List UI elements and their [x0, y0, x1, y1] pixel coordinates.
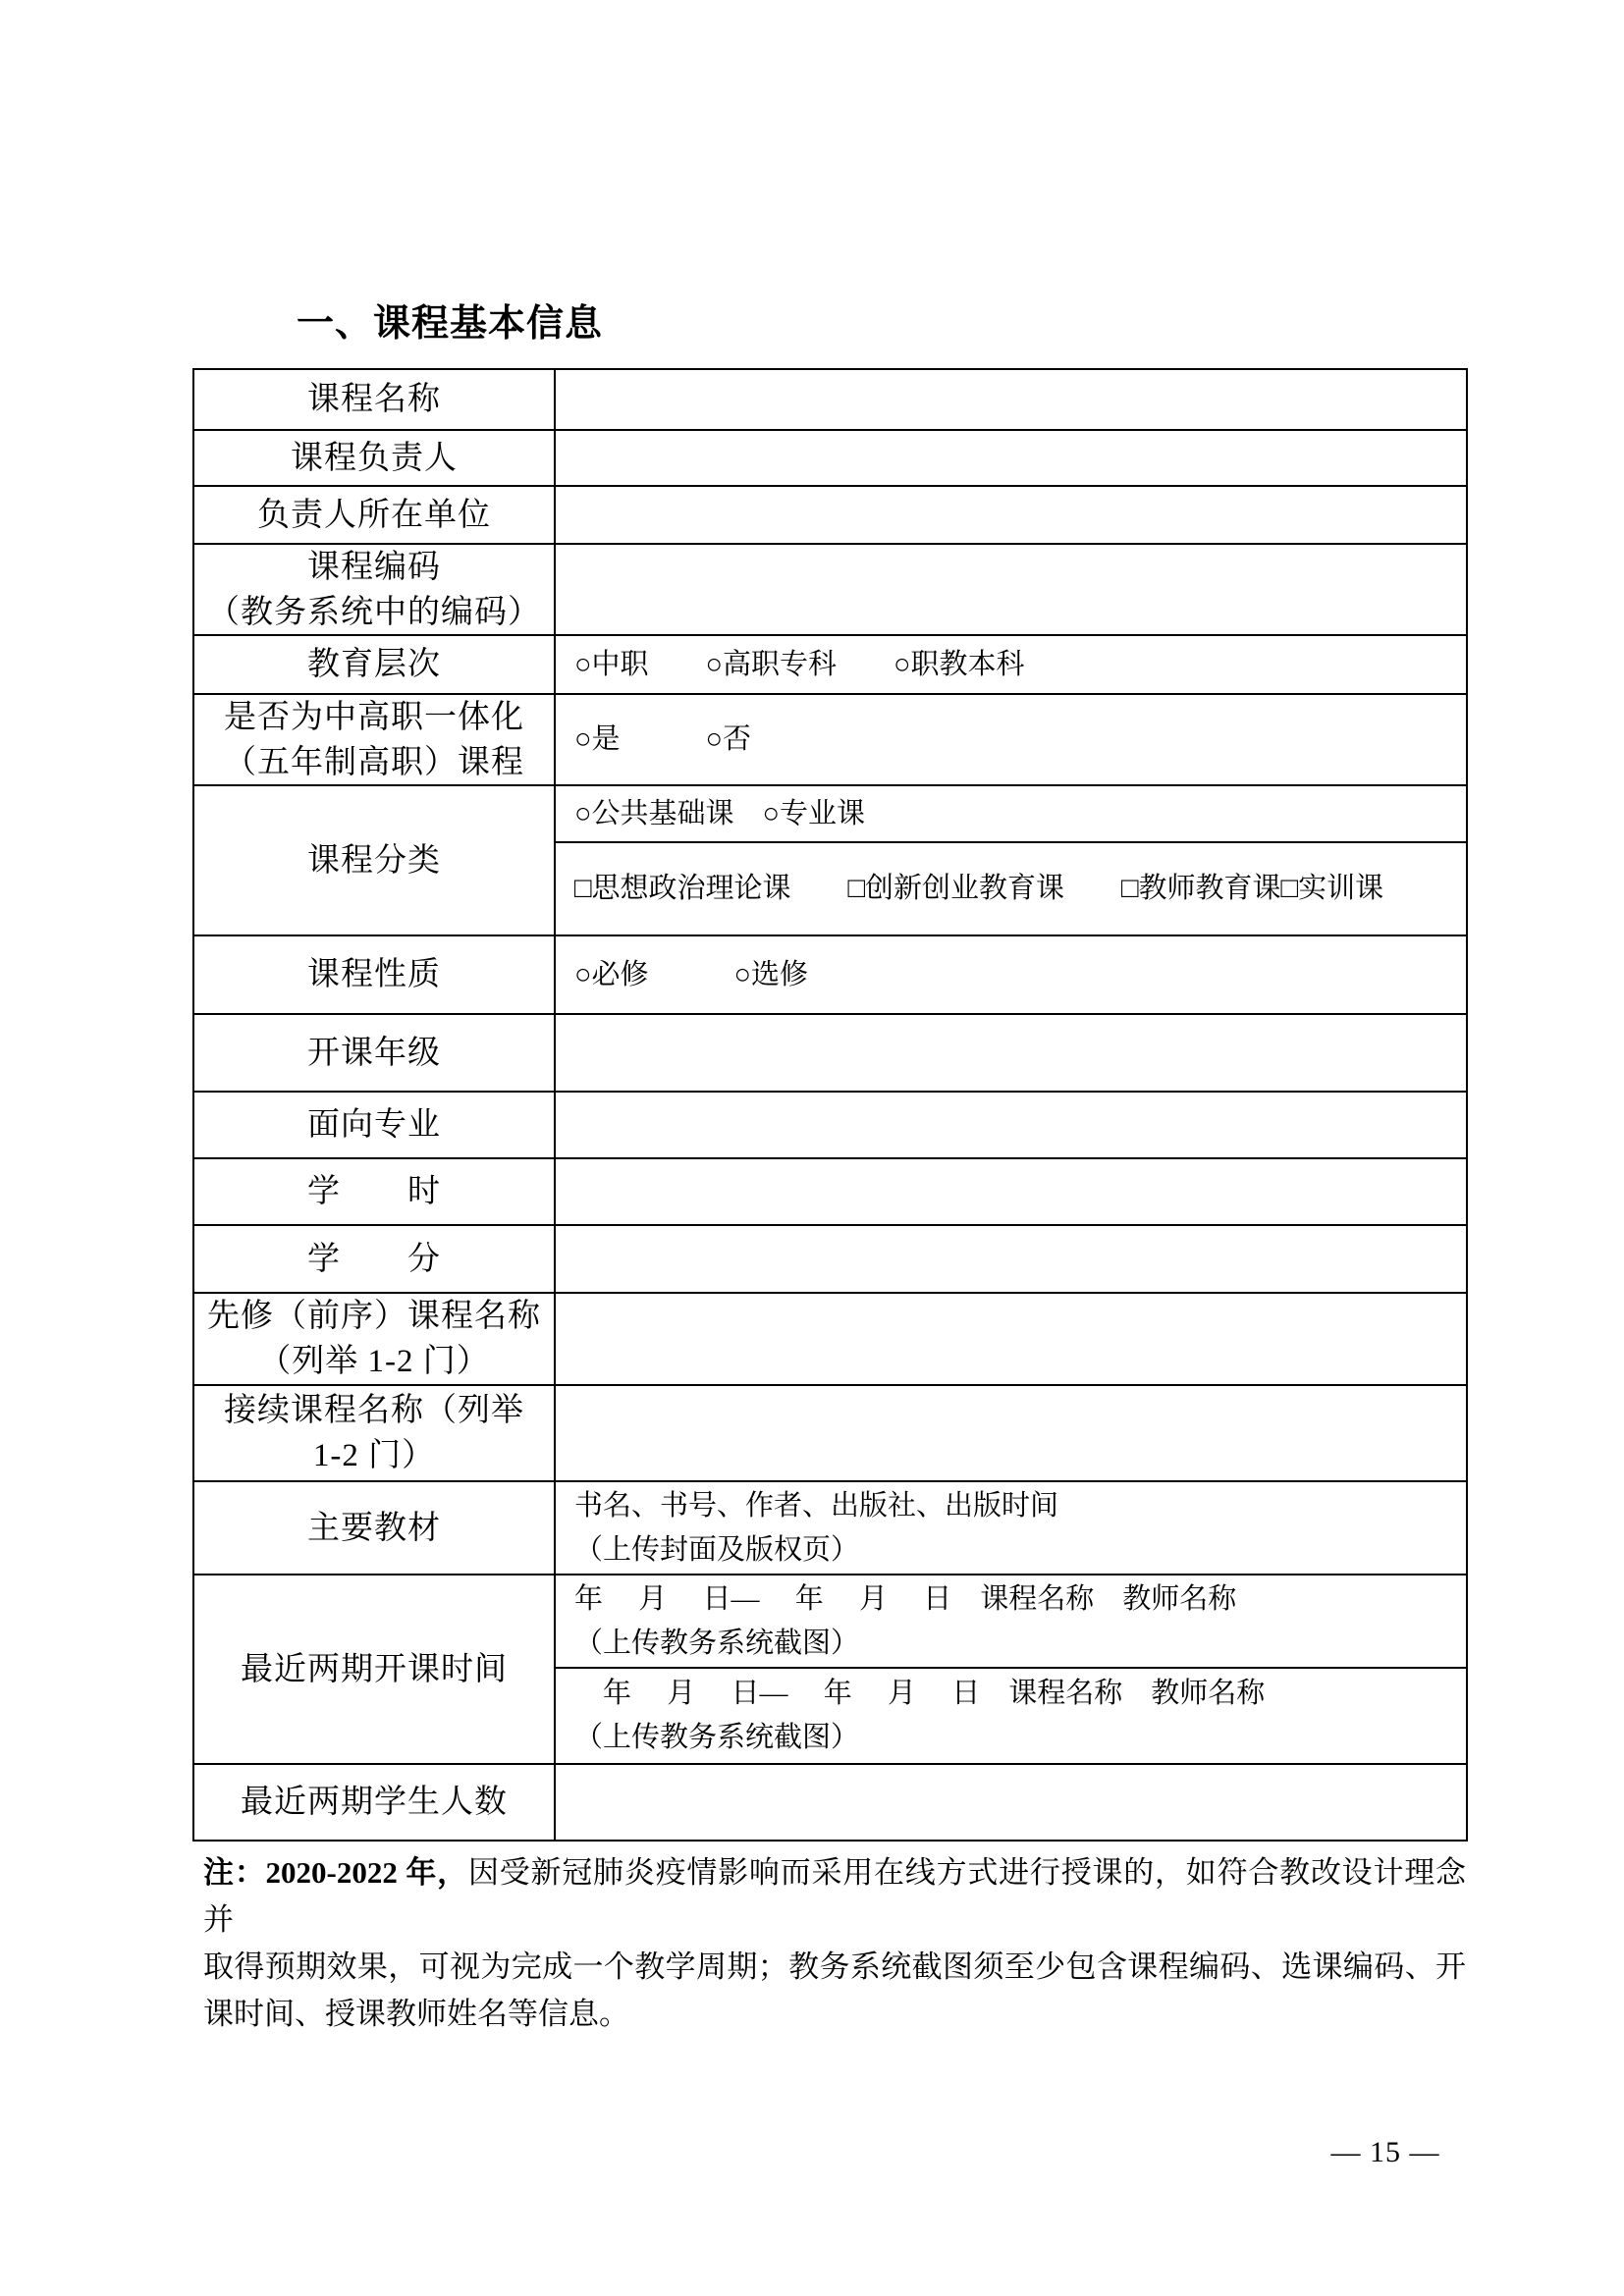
- row-value: [556, 1015, 1466, 1091]
- table-row-class-hours: [194, 1157, 1466, 1224]
- table-row-prerequisite-courses: [194, 1292, 1466, 1384]
- table-row-leader-unit: [194, 485, 1466, 543]
- table-row-course-leader: [194, 429, 1466, 485]
- row-label: 课程名称: [194, 370, 556, 429]
- row-value: [556, 431, 1466, 485]
- footnote-bold-prefix: 注：2020-2022 年，: [203, 1855, 468, 1890]
- row-value-split: [556, 786, 1466, 934]
- category-subrow-radio-options: ○公共基础课 ○专业课: [574, 797, 866, 829]
- row-label: 课程性质: [194, 936, 556, 1013]
- value-line: 年 月 日— 年 月 日 课程名称 教师名称: [574, 1678, 1266, 1709]
- row-value: [556, 1765, 1466, 1840]
- table-row-target-majors: [194, 1091, 1466, 1157]
- row-label: 开课年级: [194, 1015, 556, 1091]
- row-value: [556, 487, 1466, 543]
- row-value: [556, 370, 1466, 429]
- footnote-line: [203, 1849, 1466, 1944]
- semester-subrow-2: [556, 1667, 1466, 1763]
- row-value: [556, 1386, 1466, 1480]
- row-value: [556, 545, 1466, 634]
- table-row-course-code: [194, 543, 1466, 634]
- value-line: （上传教务系统截图）: [574, 1627, 860, 1659]
- course-info-table: [192, 368, 1468, 1842]
- row-label: 学 分: [194, 1226, 556, 1292]
- row-label: 学 时: [194, 1159, 556, 1224]
- table-row-course-nature: [194, 934, 1466, 1013]
- table-row-education-level: [194, 634, 1466, 693]
- row-label: 最近两期开课时间: [194, 1575, 556, 1763]
- row-value-radio-options: ○必修 ○选修: [574, 958, 809, 990]
- row-value-radio-options: ○是 ○否: [574, 723, 752, 755]
- table-row-course-category: [194, 784, 1466, 934]
- page-number: — 15 —: [1330, 2136, 1440, 2168]
- row-label: 主要教材: [194, 1482, 556, 1574]
- label-line: 是否为中高职一体化: [224, 699, 524, 735]
- row-value-split: [556, 1575, 1466, 1763]
- row-label: 教育层次: [194, 636, 556, 693]
- row-value: [556, 1159, 1466, 1224]
- row-value: [556, 1294, 1466, 1384]
- row-label: 课程负责人: [194, 431, 556, 485]
- table-row-main-textbook: [194, 1480, 1466, 1574]
- row-value: [556, 1482, 1466, 1574]
- label-line: （五年制高职）课程: [224, 744, 524, 780]
- row-label: 课程分类: [194, 786, 556, 934]
- footnote-line: 取得预期效果，可视为完成一个教学周期；教务系统截图须至少包含课程编码、选课编码、开: [203, 1949, 1466, 1984]
- footnote: [203, 1849, 1466, 2038]
- value-line: （上传教务系统截图）: [574, 1722, 860, 1753]
- footnote-line: 课时间、授课教师姓名等信息。: [203, 1997, 629, 2031]
- value-line: 年 月 日— 年 月 日 课程名称 教师名称: [574, 1582, 1237, 1615]
- label-line: 先修（前序）课程名称: [207, 1299, 541, 1334]
- label-line: 课程编码: [307, 549, 441, 585]
- row-label: 面向专业: [194, 1093, 556, 1157]
- semester-subrow-1: [556, 1575, 1466, 1667]
- table-row-follow-up-courses: [194, 1384, 1466, 1480]
- row-value: [556, 1093, 1466, 1157]
- row-label: 负责人所在单位: [194, 487, 556, 543]
- label-line: 接续课程名称（列举: [224, 1393, 524, 1428]
- row-value-radio-options: ○中职 ○高职专科 ○职教本科: [574, 648, 1025, 680]
- table-row-credits: [194, 1224, 1466, 1292]
- footnote-text: 因受新冠肺炎疫情影响而采用在线方式进行授课的，如符合教改设计理念并: [203, 1855, 1466, 1937]
- table-row-course-name: [194, 370, 1466, 429]
- table-row-start-grade: [194, 1013, 1466, 1091]
- row-label: [194, 695, 556, 784]
- row-label: 最近两期学生人数: [194, 1765, 556, 1840]
- table-row-recent-student-count: [194, 1763, 1466, 1840]
- label-line: （列举 1-2 门）: [258, 1344, 490, 1379]
- row-label: [194, 1294, 556, 1384]
- section-title: 一、课程基本信息: [297, 303, 604, 345]
- value-line: 书名、书号、作者、出版社、出版时间: [574, 1489, 1059, 1522]
- label-line: 1-2 门）: [312, 1438, 436, 1473]
- value-line: （上传封面及版权页）: [574, 1533, 860, 1566]
- table-row-recent-semesters: [194, 1574, 1466, 1763]
- row-label: [194, 1386, 556, 1480]
- row-label: [194, 545, 556, 634]
- category-subrow-checkbox-options: □思想政治理论课 □创新创业教育课 □教师教育课□实训课: [556, 841, 1466, 934]
- row-value: [556, 1226, 1466, 1292]
- table-row-integrated-program: [194, 693, 1466, 784]
- label-line: （教务系统中的编码）: [207, 594, 541, 630]
